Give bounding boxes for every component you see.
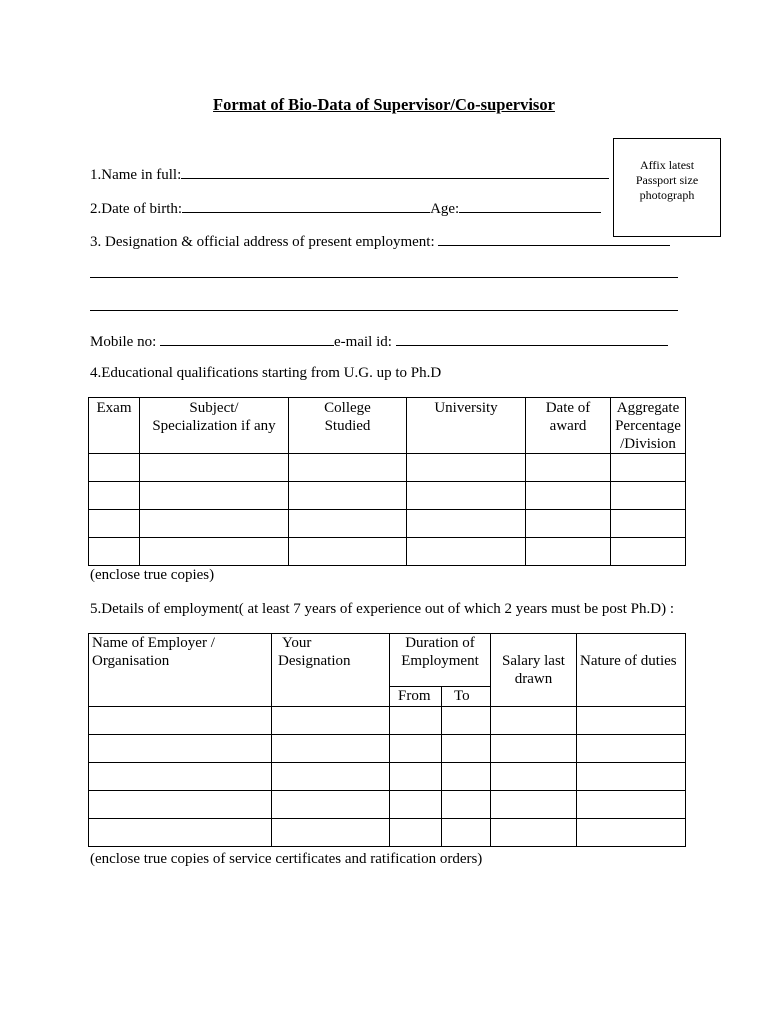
header-line: College <box>324 400 371 416</box>
table-cell[interactable] <box>442 819 491 847</box>
header-line: University <box>434 400 498 416</box>
education-row <box>89 482 686 510</box>
employment-table <box>88 633 686 847</box>
education-column-header <box>289 398 407 454</box>
table-cell[interactable] <box>89 819 272 847</box>
employer-column-header <box>89 634 272 707</box>
header-line: Name of Employer / <box>92 635 215 651</box>
table-cell[interactable] <box>89 707 272 735</box>
employment-header-row <box>89 634 686 687</box>
education-column-header <box>526 398 611 454</box>
table-cell[interactable] <box>272 763 390 791</box>
table-cell[interactable] <box>289 482 407 510</box>
table-cell[interactable] <box>390 819 442 847</box>
mobile-label: Mobile no: <box>90 334 157 350</box>
duties-column-header: Nature of duties <box>577 634 686 707</box>
education-note: (enclose true copies) <box>90 567 215 583</box>
table-cell[interactable] <box>442 735 491 763</box>
table-cell[interactable] <box>272 791 390 819</box>
page-title: Format of Bio-Data of Supervisor/Co-supervisor <box>213 95 555 114</box>
header-line: /Division <box>620 436 676 452</box>
table-cell[interactable] <box>577 735 686 763</box>
table-cell[interactable] <box>140 482 289 510</box>
table-cell[interactable] <box>89 454 140 482</box>
photo-box <box>613 138 721 237</box>
education-table <box>88 397 686 566</box>
education-row <box>89 454 686 482</box>
header-line: Designation <box>278 653 351 669</box>
table-cell[interactable] <box>491 735 577 763</box>
email-label: e-mail id: <box>334 334 392 350</box>
table-cell[interactable] <box>442 707 491 735</box>
employment-row <box>89 791 686 819</box>
table-cell[interactable] <box>526 482 611 510</box>
education-row <box>89 510 686 538</box>
dob-input-line[interactable] <box>182 198 430 213</box>
photo-box-line: photograph <box>639 188 695 202</box>
designation-row <box>90 231 670 251</box>
education-heading: 4.Educational qualifications starting from U.G. up to Ph.D <box>90 365 442 381</box>
designation-column-header <box>272 634 390 707</box>
table-cell[interactable] <box>611 510 686 538</box>
header-line: Aggregate <box>616 400 680 416</box>
table-cell[interactable] <box>526 510 611 538</box>
table-cell[interactable] <box>407 538 526 566</box>
table-cell[interactable] <box>140 538 289 566</box>
table-cell[interactable] <box>577 819 686 847</box>
header-line: Specialization if any <box>152 418 276 434</box>
table-cell[interactable] <box>140 510 289 538</box>
photo-box-line: Affix latest <box>639 158 695 172</box>
education-column-header <box>611 398 686 454</box>
education-column-header <box>140 398 289 454</box>
from-column-header: From <box>390 687 442 707</box>
table-cell[interactable] <box>89 791 272 819</box>
photo-box-line: Passport size <box>635 173 699 187</box>
header-line: Your <box>282 635 312 651</box>
designation-input-line[interactable] <box>438 231 670 246</box>
to-column-header: To <box>442 687 491 707</box>
salary-column-header <box>491 634 577 707</box>
header-line: drawn <box>514 671 553 687</box>
employment-heading: 5.Details of employment( at least 7 years of experience out of which 2 years must be post Ph.D) : <box>90 601 675 617</box>
table-cell[interactable] <box>611 538 686 566</box>
table-cell[interactable] <box>272 707 390 735</box>
contact-row <box>90 331 668 351</box>
table-cell[interactable] <box>140 454 289 482</box>
designation-label: 3. Designation & official address of present employment: <box>90 234 435 250</box>
table-cell[interactable] <box>407 510 526 538</box>
address-line-1[interactable] <box>90 277 678 278</box>
table-cell[interactable] <box>526 454 611 482</box>
header-line: Salary last <box>502 653 565 669</box>
table-cell[interactable] <box>89 482 140 510</box>
education-row <box>89 538 686 566</box>
table-cell[interactable] <box>289 538 407 566</box>
age-input-line[interactable] <box>459 198 601 213</box>
table-cell[interactable] <box>390 763 442 791</box>
employment-note: (enclose true copies of service certificates and ratification orders) <box>90 851 483 867</box>
education-body <box>89 454 686 566</box>
table-cell[interactable] <box>611 454 686 482</box>
header-line: Organisation <box>92 653 170 669</box>
table-cell[interactable] <box>407 482 526 510</box>
dob-label: 2.Date of birth: <box>90 201 183 217</box>
table-cell[interactable] <box>89 735 272 763</box>
table-cell[interactable] <box>526 538 611 566</box>
table-cell[interactable] <box>89 763 272 791</box>
header-line: Studied <box>324 418 371 434</box>
education-column-header <box>407 398 526 454</box>
table-cell[interactable] <box>491 763 577 791</box>
name-label: 1.Name in full: <box>90 167 182 183</box>
address-line-2[interactable] <box>90 310 678 311</box>
employment-row <box>89 735 686 763</box>
table-cell[interactable] <box>390 791 442 819</box>
table-cell[interactable] <box>491 707 577 735</box>
dob-age-row <box>90 198 601 218</box>
table-cell[interactable] <box>577 763 686 791</box>
employment-body <box>89 707 686 847</box>
header-line: Date of <box>545 400 591 416</box>
employment-row <box>89 707 686 735</box>
table-cell[interactable] <box>272 735 390 763</box>
education-header-row <box>89 398 686 454</box>
table-cell[interactable] <box>89 538 140 566</box>
header-line: Employment <box>401 653 479 669</box>
table-cell[interactable] <box>491 791 577 819</box>
table-cell[interactable] <box>577 707 686 735</box>
table-cell[interactable] <box>611 482 686 510</box>
table-cell[interactable] <box>577 791 686 819</box>
header-line: Duration of <box>405 635 475 651</box>
table-cell[interactable] <box>289 510 407 538</box>
header-line: Percentage <box>615 418 681 434</box>
duration-column-header <box>390 634 491 687</box>
table-cell[interactable] <box>272 819 390 847</box>
name-field-row <box>90 164 609 184</box>
name-input-line[interactable] <box>181 164 609 179</box>
mobile-input-line[interactable] <box>160 331 334 346</box>
employment-row <box>89 763 686 791</box>
header-line: Exam <box>96 400 132 416</box>
table-cell[interactable] <box>407 454 526 482</box>
table-cell[interactable] <box>442 791 491 819</box>
table-cell[interactable] <box>89 510 140 538</box>
table-cell[interactable] <box>390 735 442 763</box>
age-label: Age: <box>430 201 460 217</box>
table-cell[interactable] <box>289 454 407 482</box>
employment-row <box>89 819 686 847</box>
table-cell[interactable] <box>390 707 442 735</box>
header-line: Subject/ <box>189 400 239 416</box>
header-line: award <box>549 418 587 434</box>
table-cell[interactable] <box>442 763 491 791</box>
education-column-header <box>89 398 140 454</box>
table-cell[interactable] <box>491 819 577 847</box>
email-input-line[interactable] <box>396 331 668 346</box>
